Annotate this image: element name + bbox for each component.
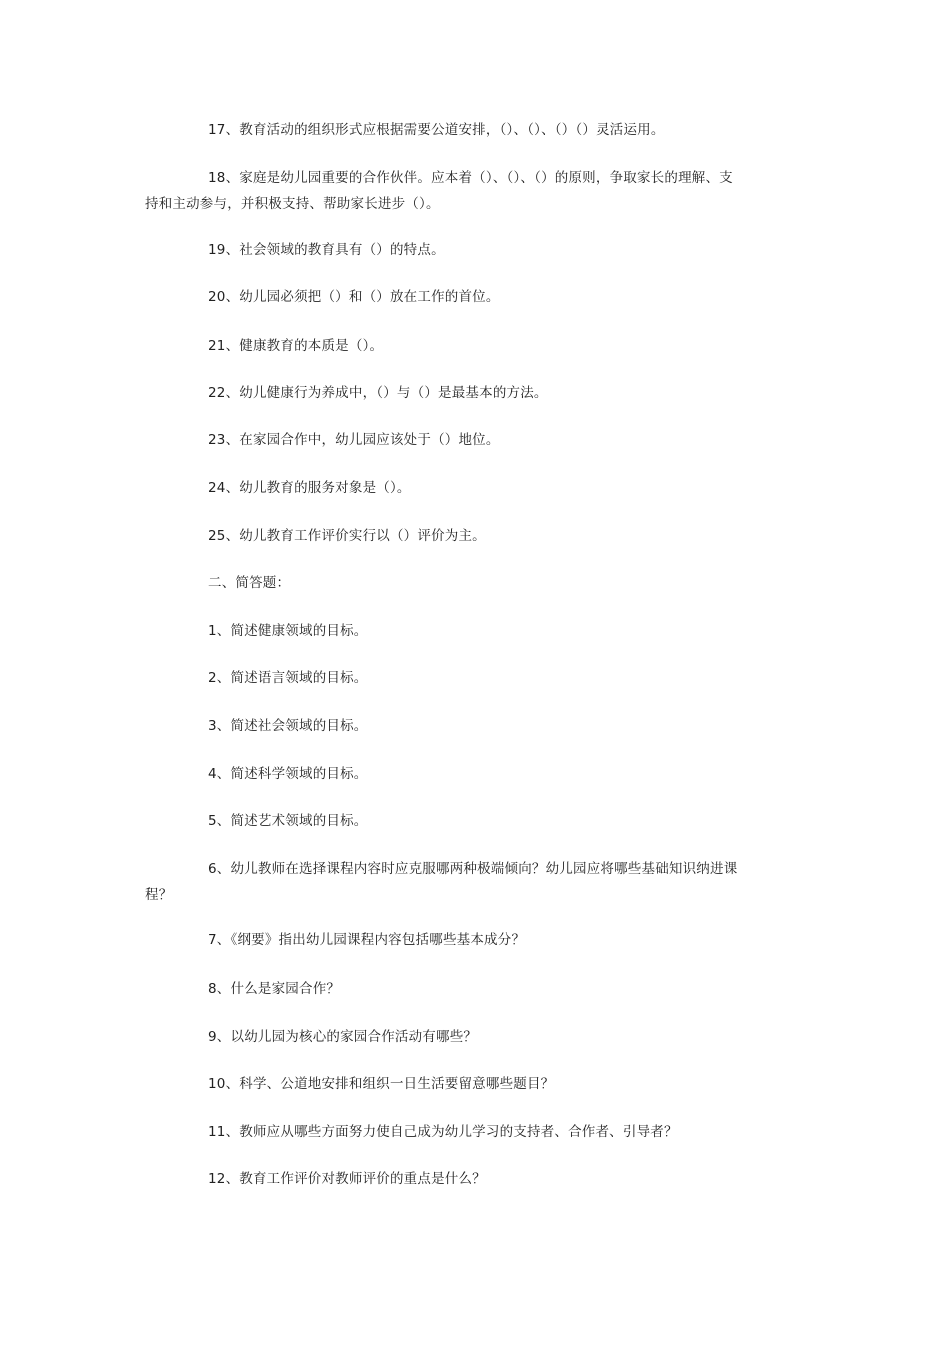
short-answer-question-12: 12、教育工作评价对教师评价的重点是什么？	[208, 1171, 486, 1187]
fill-blank-question-19: 19、社会领域的教育具有（）的特点。	[208, 242, 445, 258]
section-heading-short-answer: 二、简答题：	[208, 575, 291, 591]
fill-blank-question-23: 23、在家园合作中，幼儿园应该处于（）地位。	[208, 432, 500, 448]
short-answer-question-9: 9、以幼儿园为核心的家园合作活动有哪些？	[208, 1029, 478, 1045]
short-answer-question-1: 1、简述健康领域的目标。	[208, 623, 368, 639]
fill-blank-question-22: 22、幼儿健康行为养成中，（）与（）是最基本的方法。	[208, 385, 548, 401]
short-answer-question-6: 6、幼儿教师在选择课程内容时应克服哪两种极端倾向？幼儿园应将哪些基础知识纳进课程？	[145, 861, 738, 903]
fill-blank-question-17: 17、教育活动的组织形式应根据需要公道安排，（）、（）、（）（）灵活运用。	[208, 122, 665, 138]
fill-blank-question-20: 20、幼儿园必须把（）和（）放在工作的首位。	[208, 289, 500, 305]
short-answer-question-8: 8、什么是家园合作？	[208, 981, 341, 997]
fill-blank-question-25: 25、幼儿教育工作评价实行以（）评价为主。	[208, 528, 486, 544]
short-answer-question-11: 11、教师应从哪些方面努力使自己成为幼儿学习的支持者、合作者、引导者？	[208, 1124, 678, 1140]
fill-blank-question-24: 24、幼儿教育的服务对象是（）。	[208, 480, 411, 496]
fill-blank-question-18: 18、家庭是幼儿园重要的合作伙伴。应本着（）、（）、（）的原则，争取家长的理解、支持和主动参与，并积极支持、帮助家长进步（）。	[145, 170, 733, 212]
short-answer-question-3: 3、简述社会领域的目标。	[208, 718, 368, 734]
fill-blank-question-21: 21、健康教育的本质是（）。	[208, 338, 384, 354]
short-answer-question-2: 2、简述语言领域的目标。	[208, 670, 368, 686]
short-answer-question-7: 7、《纲要》指出幼儿园课程内容包括哪些基本成分？	[208, 932, 526, 948]
short-answer-question-5: 5、简述艺术领域的目标。	[208, 813, 368, 829]
short-answer-question-10: 10、科学、公道地安排和组织一日生活要留意哪些题目？	[208, 1076, 555, 1092]
short-answer-question-4: 4、简述科学领域的目标。	[208, 766, 368, 782]
